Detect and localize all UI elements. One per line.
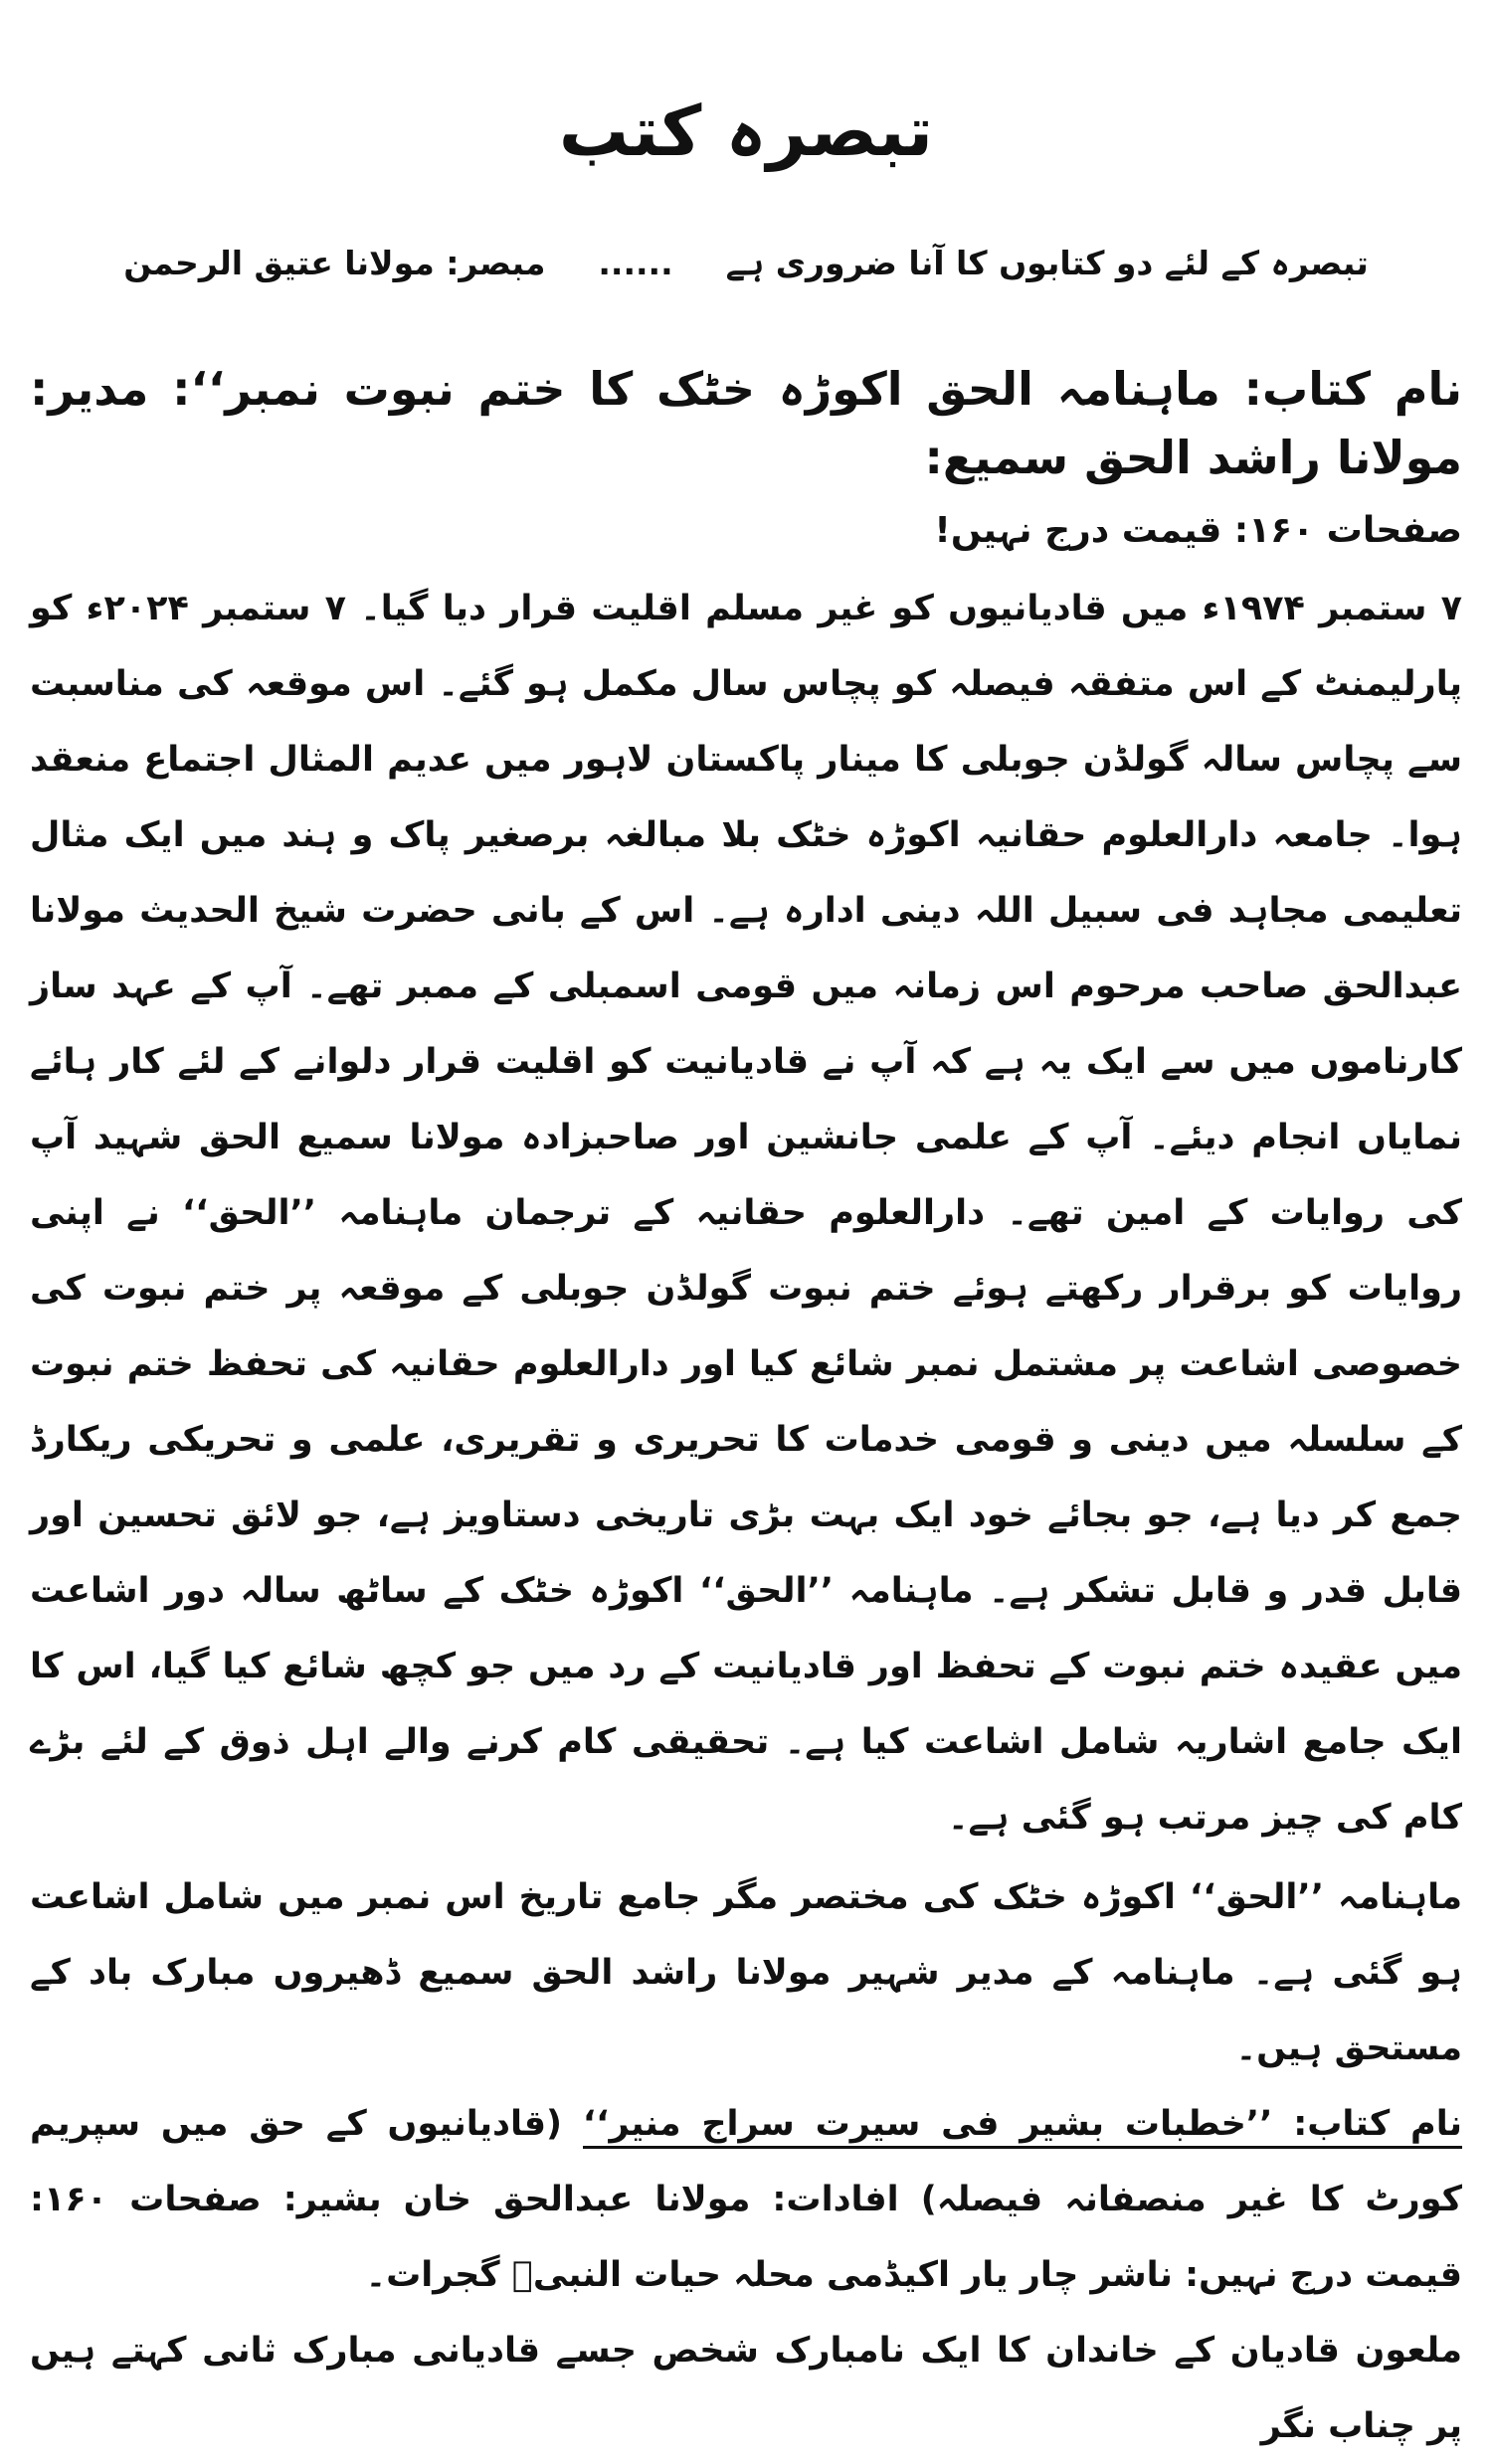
submission-note: تبصرہ کے لئے دو کتابوں کا آنا ضروری ہے — [725, 244, 1369, 282]
book2-label: نام کتاب: — [1293, 2104, 1462, 2145]
book2-title: ’’خطبات بشیر فی سیرت سراج منیر‘‘ — [582, 2104, 1273, 2145]
book1-paragraph-2: ماہنامہ ’’الحق‘‘ اکوڑہ خٹک کی مختصر مگر جامع تاریخ اس نمبر میں شامل اشاعت ہو گئی ہے۔ ماہنامہ کے مدیر شہیر مولانا راشد الحق سمیع ڈھیروں مبارک باد کے مستحق ہیں۔ — [30, 1877, 1462, 2069]
book2-details: (قادیانیوں کے حق میں سپریم کورٹ کا غیر منصفانہ فیصلہ) افادات: مولانا عبدالحق خان بشیر: صفحات ۱۶۰: قیمت درج نہیں: ناشر چار یار اکیڈمی محلہ حیات النبیؐ گجرات۔ — [30, 2104, 1462, 2296]
subtitle-dots: ...... — [598, 244, 673, 282]
page-title: تبصرہ کتب — [558, 90, 934, 172]
book1-paragraph-1: ۷ ستمبر ۱۹۷۴ء میں قادیانیوں کو غیر مسلم اقلیت قرار دیا گیا۔ ۷ ستمبر ۲۰۲۴ء کو پارلیمنٹ کے اس متفقہ فیصلہ کو پچاس سال مکمل ہو گئے۔ اس موقعہ کی مناسبت سے پچاس سالہ گولڈن جوبلی کا مینار پاکستان لاہور میں عدیم المثال اجتماع منعقد ہوا۔ جامعہ دارالعلوم حقانیہ اکوڑہ خٹک بلا مبالغہ برصغیر پاک و ہند میں ایک مثال تعلیمی مجاہد فی سبیل اللہ دینی ادارہ ہے۔ اس کے بانی حضرت شیخ الحدیث مولانا عبدالحق صاحب مرحوم اس زمانہ میں قومی اسمبلی کے ممبر تھے۔ آپ کے عہد ساز کارناموں میں سے ایک یہ ہے کہ آپ نے قادیانیت کو اقلیت قرار دلوانے کے لئے کار ہائے نمایاں انجام دیئے۔ آپ کے علمی جانشین اور صاحبزادہ مولانا سمیع الحق شہید آپ کی روایات کے امین تھے۔ دارالعلوم حقانیہ کے ترجمان ماہنامہ ’’الحق‘‘ نے اپنی روایات کو برقرار رکھتے ہوئے ختم نبوت گولڈن جوبلی کے موقعہ پر ختم نبوت کی خصوصی اشاعت پر مشتمل نمبر شائع کیا اور دارالعلوم حقانیہ کی تحفظ ختم نبوت کے سلسلہ میں دینی و قومی خدمات کا تحریری و تقریری، علمی و تحریکی ریکارڈ جمع کر دیا ہے، جو بجائے خود ایک بہت بڑی تاریخی دستاویز ہے، جو لائق تحسین اور قابل قدر و قابل تشکر ہے۔ ماہنامہ ’’الحق‘‘ اکوڑہ خٹک کے ساٹھ سالہ دور اشاعت میں عقیدہ ختم نبوت کے تحفظ اور قادیانیت کے رد میں جو کچھ شائع کیا گیا، اس کا ایک جامع اشاریہ شامل اشاعت کیا ہے۔ تحقیقی کام کرنے والے اہل ذوق کے لئے بڑے کام کی چیز مرتب ہو گئی ہے۔ — [30, 589, 1462, 1839]
reviewer-name: مبصر: مولانا عتیق الرحمن — [123, 244, 546, 282]
book2-title-underlined — [583, 2104, 1462, 2149]
book1-heading: نام کتاب: ماہنامہ الحق اکوڑہ خٹک کا ختم نبوت نمبر‘‘: مدیر: مولانا راشد الحق سمیع: — [30, 361, 1462, 484]
book2-entry — [30, 2086, 1462, 2313]
closing-line: ملعون قادیان کے خاندان کا ایک نامبارک شخص جسے قادیانی مبارک ثانی کہتے ہیں پر چناب نگر — [30, 2331, 1462, 2447]
book1-meta: صفحات ۱۶۰: قیمت درج نہیں! — [934, 509, 1462, 551]
subtitle — [30, 243, 1462, 285]
